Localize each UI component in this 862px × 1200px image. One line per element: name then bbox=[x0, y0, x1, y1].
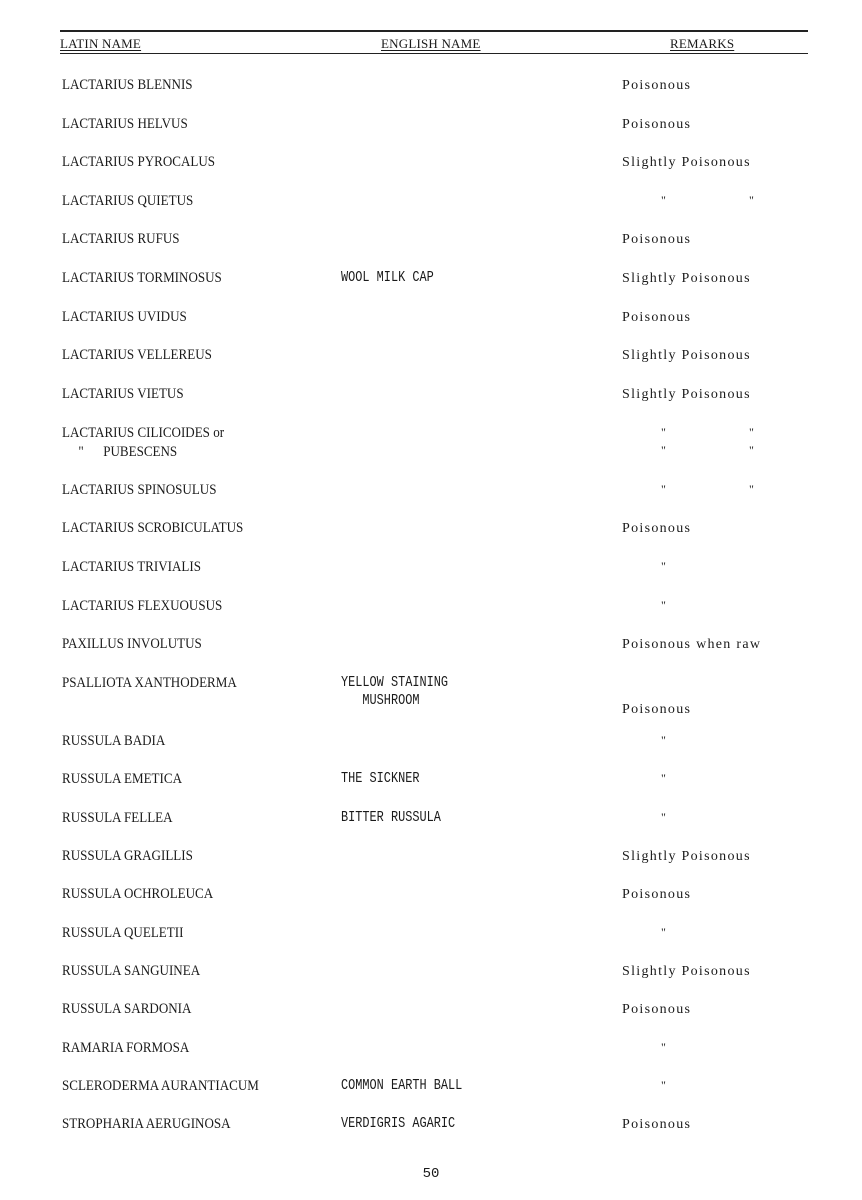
latin-name-cell: RUSSULA GRAGILLIS bbox=[62, 848, 193, 864]
ditto-mark: " bbox=[661, 733, 666, 747]
ditto-mark: " bbox=[661, 810, 666, 824]
latin-name-cell: SCLERODERMA AURANTIACUM bbox=[62, 1078, 259, 1094]
ditto-mark: " bbox=[749, 193, 754, 207]
latin-name-cell: LACTARIUS TRIVIALIS bbox=[62, 559, 202, 575]
ditto-mark: " bbox=[749, 482, 754, 496]
ditto-mark: " bbox=[661, 559, 666, 573]
latin-name-cell: RUSSULA SANGUINEA bbox=[62, 963, 201, 979]
remarks-header: REMARKS bbox=[670, 36, 735, 51]
latin-name-cell: LACTARIUS HELVUS bbox=[62, 116, 188, 132]
latin-name-cell: LACTARIUS TORMINOSUS bbox=[62, 270, 222, 286]
ditto-mark: " bbox=[661, 925, 666, 939]
ditto-mark: " bbox=[661, 425, 666, 439]
remarks-cell: Slightly Poisonous bbox=[622, 348, 751, 363]
english-name-header: ENGLISH NAME bbox=[381, 36, 481, 51]
latin-name-cell: LACTARIUS RUFUS bbox=[62, 231, 180, 247]
remarks-cell: Poisonous bbox=[622, 1117, 692, 1132]
english-name-cell: BITTER RUSSULA bbox=[341, 810, 441, 826]
ditto-mark: " bbox=[749, 425, 754, 439]
remarks-cell: Poisonous bbox=[622, 117, 692, 132]
english-name-cell: WOOL MILK CAP bbox=[341, 270, 434, 286]
english-name-cell: VERDIGRIS AGARIC bbox=[341, 1116, 456, 1132]
remarks-cell: Slightly Poisonous bbox=[622, 387, 751, 402]
remarks-cell: Poisonous bbox=[622, 702, 692, 717]
remarks-cell: Slightly Poisonous bbox=[622, 964, 751, 979]
latin-name-cell: RUSSULA FELLEA bbox=[62, 810, 173, 826]
latin-name-cell: LACTARIUS BLENNIS bbox=[62, 77, 193, 93]
ditto-mark: " bbox=[661, 1078, 666, 1092]
latin-name-cell: PAXILLUS INVOLUTUS bbox=[62, 636, 202, 652]
latin-name-cell: RUSSULA OCHROLEUCA bbox=[62, 886, 214, 902]
ditto-mark: " bbox=[661, 771, 666, 785]
latin-name-cell: LACTARIUS VELLEREUS bbox=[62, 347, 212, 363]
latin-name-cell: LACTARIUS VIETUS bbox=[62, 386, 184, 402]
latin-name-cell: LACTARIUS SCROBICULATUS bbox=[62, 520, 244, 536]
ditto-mark: " bbox=[661, 482, 666, 496]
remarks-cell: Poisonous bbox=[622, 887, 692, 902]
ditto-mark: " bbox=[661, 443, 666, 457]
ditto-mark: " bbox=[749, 443, 754, 457]
latin-name-cell: LACTARIUS CILICOIDES or " PUBESCENS bbox=[62, 425, 225, 460]
latin-name-cell: RUSSULA EMETICA bbox=[62, 771, 183, 787]
english-name-cell: COMMON EARTH BALL bbox=[341, 1078, 463, 1094]
remarks-cell: Poisonous bbox=[622, 232, 692, 247]
latin-name-cell: RUSSULA QUELETII bbox=[62, 925, 184, 941]
latin-name-cell: PSALLIOTA XANTHODERMA bbox=[62, 675, 237, 691]
ditto-mark: " bbox=[661, 598, 666, 612]
latin-name-cell: RUSSULA BADIA bbox=[62, 733, 166, 749]
remarks-cell: Poisonous bbox=[622, 78, 692, 93]
ditto-mark: " bbox=[661, 1040, 666, 1054]
latin-name-cell: STROPHARIA AERUGINOSA bbox=[62, 1116, 231, 1132]
latin-name-header: LATIN NAME bbox=[60, 36, 142, 51]
ditto-mark: " bbox=[661, 193, 666, 207]
remarks-cell: Poisonous when raw bbox=[622, 637, 762, 652]
latin-name-cell: LACTARIUS QUIETUS bbox=[62, 193, 194, 209]
latin-name-cell: LACTARIUS UVIDUS bbox=[62, 309, 187, 325]
remarks-cell: Poisonous bbox=[622, 310, 692, 325]
latin-name-cell: LACTARIUS SPINOSULUS bbox=[62, 482, 217, 498]
latin-name-cell: RAMARIA FORMOSA bbox=[62, 1040, 190, 1056]
remarks-cell: Slightly Poisonous bbox=[622, 155, 751, 170]
english-name-cell: THE SICKNER bbox=[341, 771, 420, 787]
latin-name-cell: LACTARIUS FLEXUOUSUS bbox=[62, 598, 223, 614]
remarks-cell: Poisonous bbox=[622, 521, 692, 536]
latin-name-cell: LACTARIUS PYROCALUS bbox=[62, 154, 216, 170]
remarks-cell: Slightly Poisonous bbox=[622, 849, 751, 864]
english-name-cell: YELLOW STAINING MUSHROOM bbox=[341, 675, 449, 709]
remarks-cell: Slightly Poisonous bbox=[622, 271, 751, 286]
latin-name-cell: RUSSULA SARDONIA bbox=[62, 1001, 192, 1017]
page-number: 50 bbox=[422, 1166, 440, 1182]
remarks-cell: Poisonous bbox=[622, 1002, 692, 1017]
